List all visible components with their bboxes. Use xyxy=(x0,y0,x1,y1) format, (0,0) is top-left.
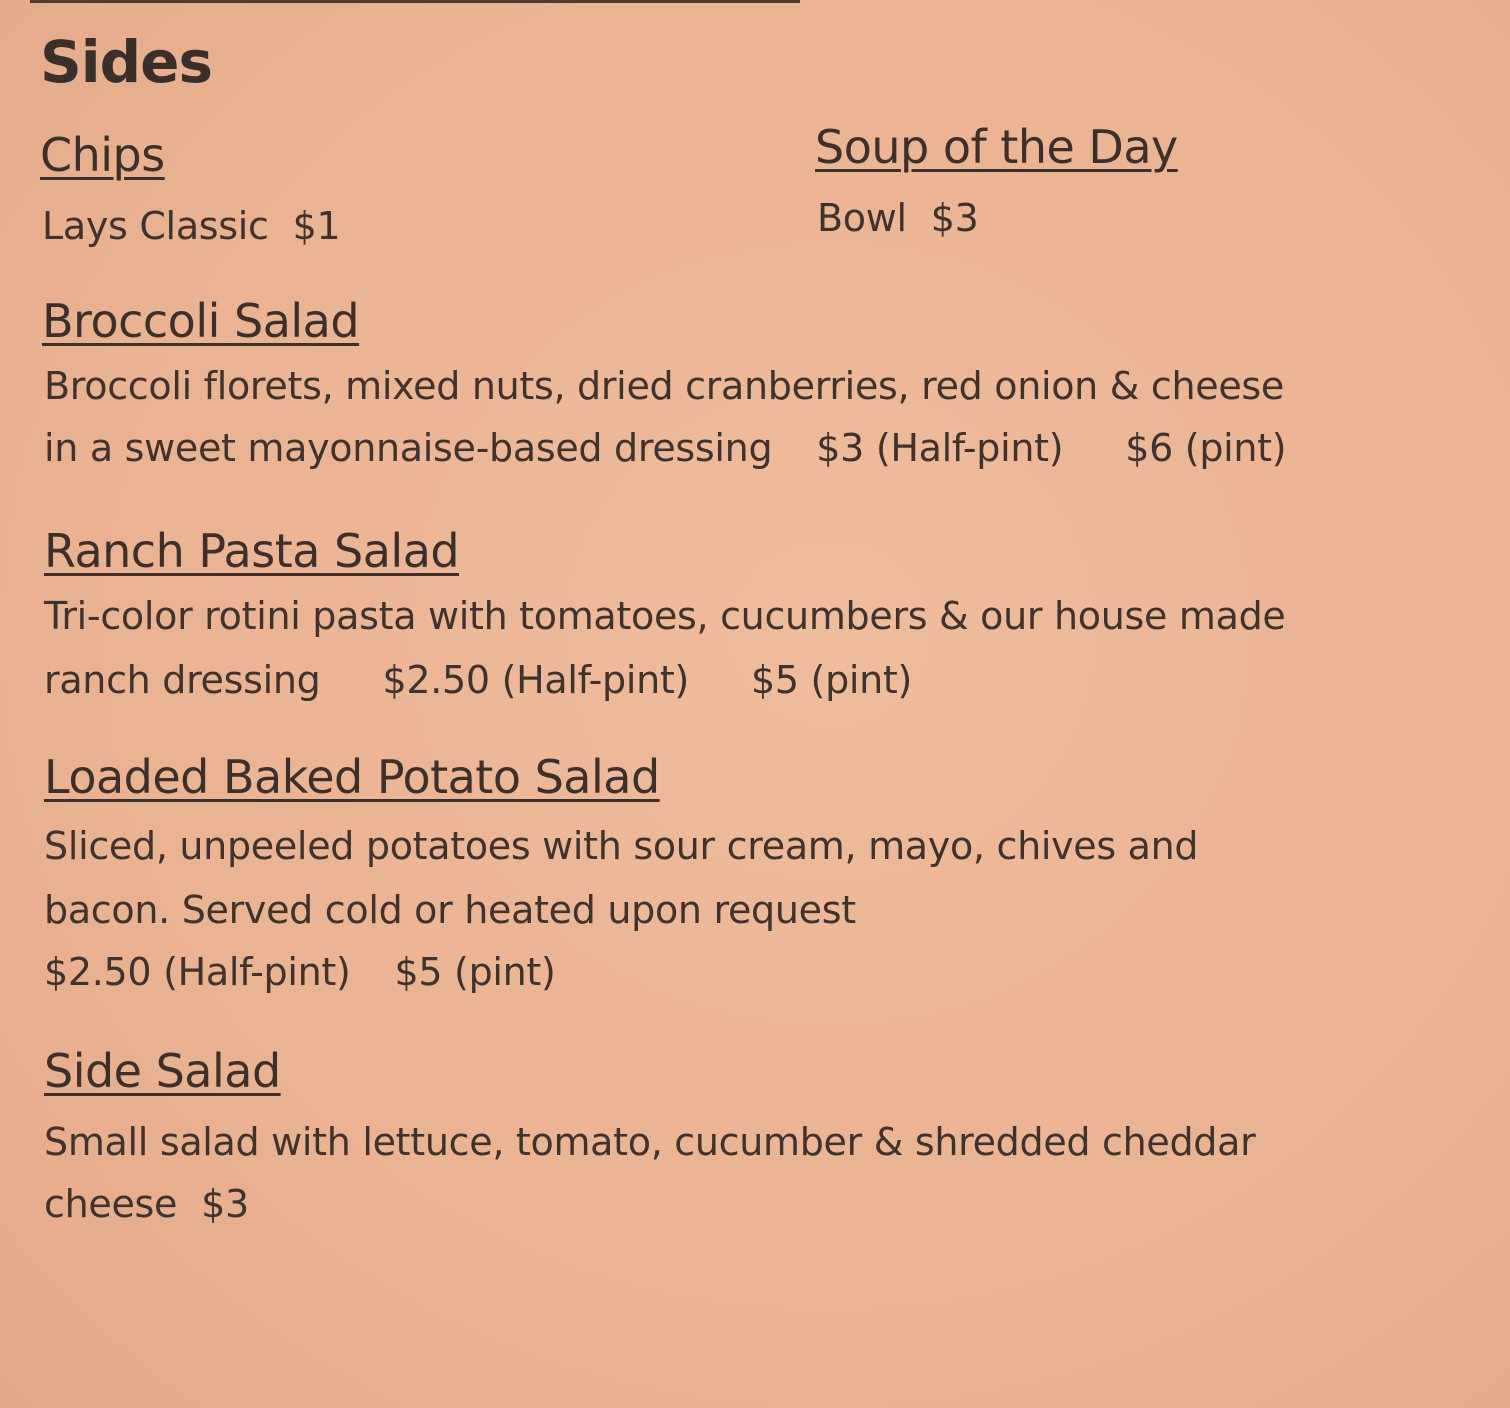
top-divider xyxy=(30,0,800,3)
side-salad-heading: Side Salad xyxy=(44,1044,281,1098)
ranch-pasta-salad-description-2: ranch dressing xyxy=(44,658,321,702)
side-salad-details xyxy=(44,1182,249,1226)
side-salad-description-2: cheese xyxy=(44,1182,178,1226)
menu-section-title: Sides xyxy=(40,28,213,96)
potato-salad-description: Sliced, unpeeled potatoes with sour cream, mayo, chives and xyxy=(44,824,1199,868)
chips-item-name: Lays Classic xyxy=(42,204,269,248)
soup-price: $3 xyxy=(930,196,979,240)
ranch-pasta-salad-heading: Ranch Pasta Salad xyxy=(44,524,460,578)
broccoli-salad-description: Broccoli florets, mixed nuts, dried cranberries, red onion & cheese xyxy=(44,364,1284,408)
broccoli-salad-details xyxy=(44,426,1286,470)
potato-salad-price-pint: $5 (pint) xyxy=(394,950,556,994)
chips-price: $1 xyxy=(292,204,341,248)
soup-item xyxy=(817,196,979,240)
potato-salad-price-half: $2.50 (Half-pint) xyxy=(44,950,351,994)
broccoli-salad-description-2: in a sweet mayonnaise-based dressing xyxy=(44,426,773,470)
chips-item xyxy=(42,204,340,248)
potato-salad-heading: Loaded Baked Potato Salad xyxy=(44,750,660,804)
broccoli-salad-heading: Broccoli Salad xyxy=(42,294,360,348)
side-salad-price: $3 xyxy=(201,1182,249,1226)
broccoli-salad-price-half: $3 (Half-pint) xyxy=(816,426,1064,470)
soup-heading: Soup of the Day xyxy=(815,120,1178,174)
side-salad-description: Small salad with lettuce, tomato, cucumber & shredded cheddar xyxy=(44,1120,1256,1164)
potato-salad-description-2: bacon. Served cold or heated upon request xyxy=(44,888,856,932)
chips-heading: Chips xyxy=(40,128,165,182)
ranch-pasta-salad-details xyxy=(44,658,912,702)
ranch-pasta-salad-price-half: $2.50 (Half-pint) xyxy=(382,658,690,702)
potato-salad-prices xyxy=(44,950,556,994)
ranch-pasta-salad-description: Tri-color rotini pasta with tomatoes, cucumbers & our house made xyxy=(44,594,1286,638)
ranch-pasta-salad-price-pint: $5 (pint) xyxy=(751,658,913,702)
soup-item-name: Bowl xyxy=(817,196,907,240)
broccoli-salad-price-pint: $6 (pint) xyxy=(1125,426,1287,470)
